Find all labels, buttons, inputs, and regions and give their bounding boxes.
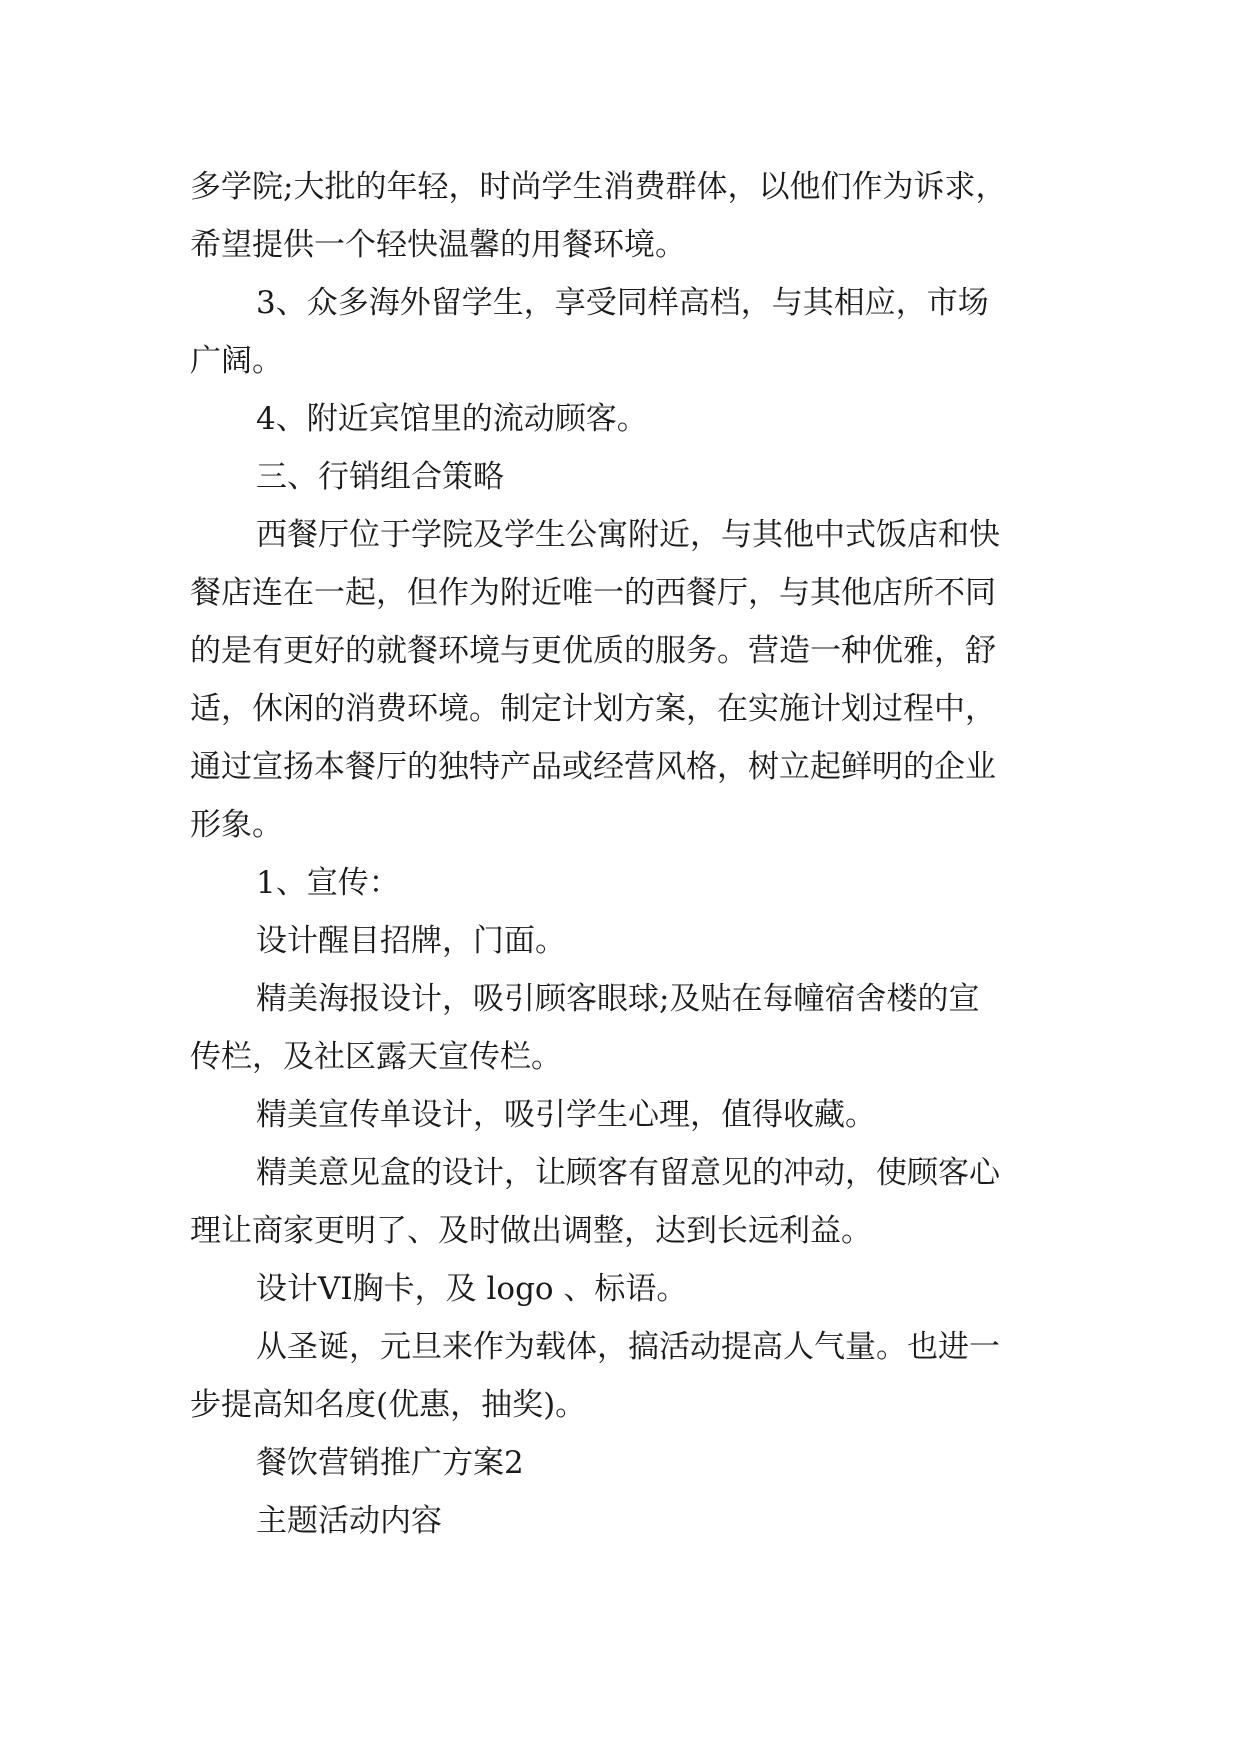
body-text-line: 步提高知名度(优惠，抽奖)。 [190, 1387, 587, 1423]
body-text-line: 4、附近宾馆里的流动顾客。 [256, 401, 648, 437]
body-text-line: 西餐厅位于学院及学生公寓附近，与其他中式饭店和快 [256, 517, 1000, 553]
section-heading: 三、行销组合策略 [256, 459, 504, 495]
body-text-line: 设计醒目招牌，门面。 [256, 923, 566, 959]
body-text-line: 餐店连在一起，但作为附近唯一的西餐厅，与其他店所不同 [190, 575, 996, 611]
body-text-line: 精美宣传单设计，吸引学生心理，值得收藏。 [256, 1097, 876, 1133]
body-text-line: 适，休闲的消费环境。制定计划方案，在实施计划过程中， [190, 691, 996, 727]
body-text-line: 设计VI胸卡，及 logo 、标语。 [256, 1271, 688, 1307]
body-text-line: 多学院;大批的年轻，时尚学生消费群体，以他们作为诉求， [190, 169, 1007, 205]
body-text-line: 理让商家更明了、及时做出调整，达到长远利益。 [190, 1213, 872, 1249]
body-text-line: 3、众多海外留学生，享受同样高档，与其相应，市场 [256, 285, 989, 321]
body-text-line: 传栏，及社区露天宣传栏。 [190, 1039, 562, 1075]
body-text-line: 希望提供一个轻快温馨的用餐环境。 [190, 227, 686, 263]
section-heading: 餐饮营销推广方案2 [256, 1445, 524, 1481]
body-text-line: 广阔。 [190, 343, 283, 379]
body-text-line: 精美海报设计，吸引顾客眼球;及贴在每幢宿舍楼的宣 [256, 981, 980, 1017]
body-text-line: 从圣诞，元旦来作为载体，搞活动提高人气量。也进一 [256, 1329, 1000, 1365]
list-item-heading: 1、宣传： [256, 865, 400, 901]
body-text-line: 的是有更好的就餐环境与更优质的服务。营造一种优雅，舒 [190, 633, 996, 669]
body-text-line: 通过宣扬本餐厅的独特产品或经营风格，树立起鲜明的企业 [190, 749, 996, 785]
body-text-line: 形象。 [190, 807, 283, 843]
body-text-line: 精美意见盒的设计，让顾客有留意见的冲动，使顾客心 [256, 1155, 1000, 1191]
section-heading: 主题活动内容 [256, 1503, 442, 1539]
